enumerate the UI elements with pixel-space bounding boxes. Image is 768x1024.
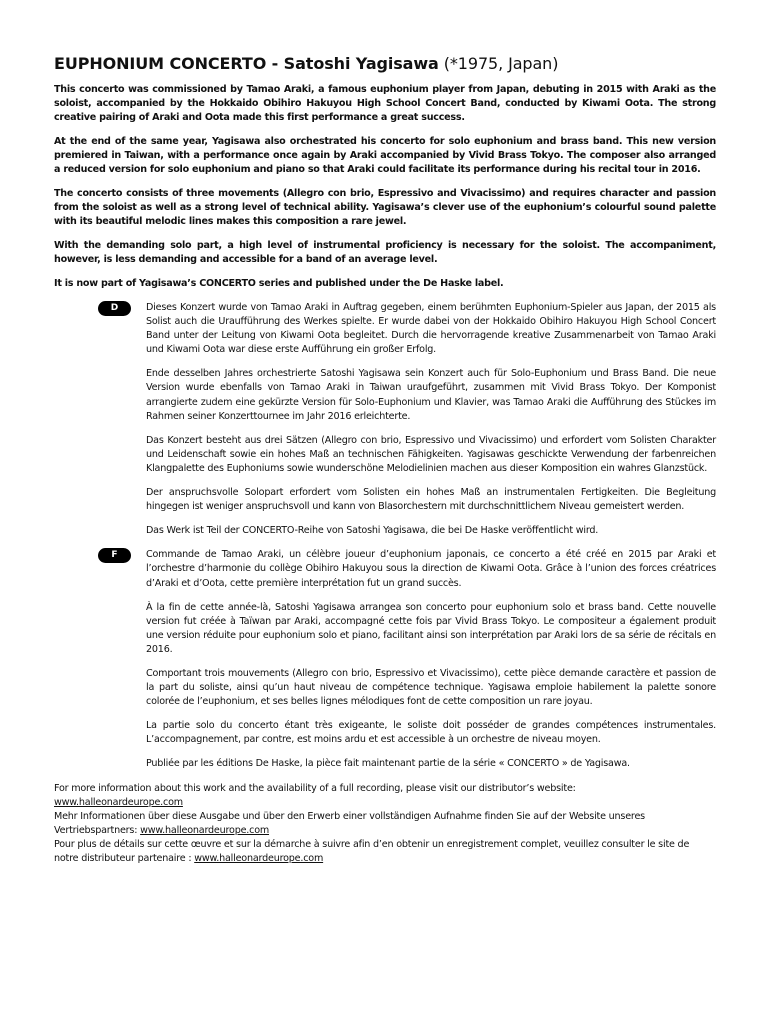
german-paragraph: Das Konzert besteht aus drei Sätzen (Allegro con brio, Espressivo und Vivacissimo) und erfordert vom Solisten Charakter und Leidenschaft sowie ein hohes Maß an technischen Fähigkeiten. Yagisawas geschickte Verwendung der farbenreichen Klangpalette des Euphoniums sowie wunderschöne Melodielinien machen aus dieser Komposition ein wahres Glanzstück. [146,434,716,474]
distributor-link-german[interactable]: www.halleonardeurope.com [140,824,270,836]
document-page [54,54,716,866]
title-main: EUPHONIUM CONCERTO - Satoshi Yagisawa [54,54,439,73]
german-language-badge: D [98,301,131,316]
footer-english [54,782,716,810]
document-title [54,54,716,73]
french-paragraph: La partie solo du concerto étant très exigeante, le soliste doit posséder de grandes compétences instrumentales. L’accompagnement, par contre, est moins ardu et est accessible à un orchestre de niveau moyen. [146,720,716,746]
footer-english-text: For more information about this work and the availability of a full recording, please visit our distributor’s website: [54,782,576,794]
german-paragraph: Dieses Konzert wurde von Tamao Araki in Auftrag gegeben, einem berühmten Euphonium-Spieler aus Japan, der 2015 als Solist auch die Uraufführung des Werkes spielte. Er wurde dabei von der Hokkaido Obihiro Hakuyou High School Concert Band unter der Leitung von Kiwami Oota begleitet. Durch die hervorragende kreative Zusammenarbeit von Tamao Araki und Kiwami Oota war diese erste Aufführung ein großer Erfolg. [146,302,716,356]
german-paragraph: Ende desselben Jahres orchestrierte Satoshi Yagisawa sein Konzert auch für Solo-Euphonium und Brass Band. Die neue Version wurde ebenfalls von Tamao Araki in Taiwan uraufgeführt, zusammen mit Vivid Brass Tokyo. Der Komponist arrangierte zudem eine gekürzte Version für Solo-Euphonium und Klavier, was Tamao Araki die Aufführung des Stückes im Rahmen seiner Konzerttournee im Jahr 2016 erleichterte. [146,368,716,422]
german-section [54,301,716,538]
english-paragraph: The concerto consists of three movements (Allegro con brio, Espressivo and Vivacissimo) and requires character and passion from the soloist as well as a strong level of technical ability. Yagisawa’s clever use of the euphonium’s colourful sound palette with its beautiful melodic lines makes this composition a rare jewel. [54,188,716,227]
footer-french [54,838,716,866]
german-paragraph: Das Werk ist Teil der CONCERTO-Reihe von Satoshi Yagisawa, die bei De Haske veröffentlicht wird. [146,525,599,537]
footer-german-text: Mehr Informationen über diese Ausgabe und über den Erwerb einer vollständigen Aufnahme finden Sie auf der Website unseres Vertriebspartners: [54,810,645,836]
distributor-link-english[interactable]: www.halleonardeurope.com [54,796,183,808]
french-paragraph: Publiée par les éditions De Haske, la pièce fait maintenant partie de la série « CONCERTO » de Yagisawa. [146,758,630,770]
french-paragraph: À la fin de cette année-là, Satoshi Yagisawa arrangea son concerto pour euphonium solo et brass band. Cette nouvelle version fut créée à Taïwan par Araki, accompagné cette fois par Vivid Brass Tokyo. Le compositeur a également produit une version réduite pour euphonium solo et piano, facilitant ainsi son interprétation par Araki lors de sa série de récitals en 2016. [146,601,716,655]
german-paragraph: Der anspruchsvolle Solopart erfordert vom Solisten ein hohes Maß an instrumentalen Fertigkeiten. Die Begleitung hingegen ist weniger anspruchsvoll und kann von Blasorchestern mit durchschnittlichem Niveau gemeistert werden. [146,487,716,513]
distributor-link-french[interactable]: www.halleonardeurope.com [194,852,324,864]
distributor-footer [54,782,716,866]
english-paragraph: This concerto was commissioned by Tamao Araki, a famous euphonium player from Japan, debuting in 2015 with Araki as the soloist, accompanied by the Hokkaido Obihiro Hakuyou High School Concert Band, conducted by Kiwami Oota. The strong creative pairing of Araki and Oota made this first performance a great success. [54,84,716,123]
footer-german [54,810,716,838]
english-paragraph: With the demanding solo part, a high level of instrumental proficiency is necessary for the soloist. The accompaniment, however, is less demanding and accessible for a band of an average level. [54,240,716,265]
french-section [54,548,716,771]
english-paragraph: At the end of the same year, Yagisawa also orchestrated his concerto for solo euphonium and brass band. This new version premiered in Taiwan, with a performance once again by Araki accompanied by Vivid Brass Tokyo. The composer also arranged a reduced version for solo euphonium and piano so that Araki could facilitate its performance during his recital tour in 2016. [54,136,716,175]
english-section [54,83,716,291]
title-subtitle: (*1975, Japan) [438,54,559,73]
french-language-badge: F [98,548,131,563]
footer-french-text: Pour plus de détails sur cette œuvre et sur la démarche à suivre afin d’en obtenir un enregistrement complet, veuillez consulter le site de notre distributeur partenaire : [54,838,690,864]
french-paragraph: Commande de Tamao Araki, un célèbre joueur d’euphonium japonais, ce concerto a été créé en 2015 par Araki et l’orchestre d’harmonie du collège Obihiro Hakuyou sous la direction de Kiwami Oota. Grâce à l’union des forces créatrices d’Araki et d’Oota, cette première interprétation fut un grand succès. [146,549,716,589]
english-paragraph: It is now part of Yagisawa’s CONCERTO series and published under the De Haske label. [54,278,504,289]
french-paragraph: Comportant trois mouvements (Allegro con brio, Espressivo et Vivacissimo), cette pièce demande caractère et passion de la part du soliste, ainsi qu’un haut niveau de compétence technique. Yagisawa emploie habilement la palette sonore colorée de l’euphonium, et ses belles lignes mélodiques font de cette composition un rare joyau. [146,667,716,708]
